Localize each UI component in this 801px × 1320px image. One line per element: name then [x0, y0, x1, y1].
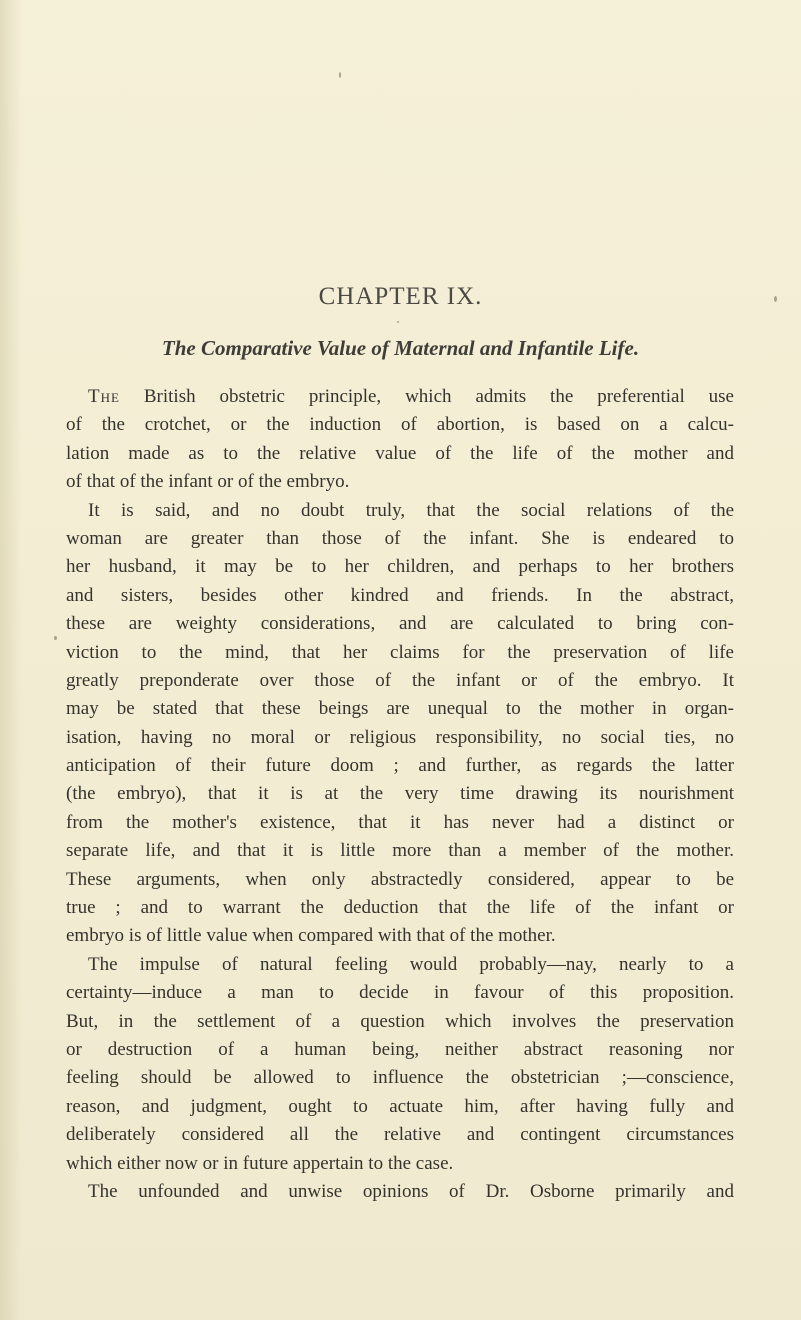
text-line: and sisters, besides other kindred and friends. In the abstract,: [66, 584, 734, 606]
text-line: It is said, and no doubt truly, that the social relations of the: [88, 499, 734, 521]
text-line: lation made as to the relative value of the life of the mother and: [66, 442, 734, 464]
paper-speck: [54, 636, 57, 640]
text-line: may be stated that these beings are unequal to the mother in organ-: [66, 698, 734, 720]
text-line: reason, and judgment, ought to actuate him, after having fully and: [66, 1095, 734, 1117]
text-line: separate life, and that it is little more than a member of the mother.: [66, 840, 734, 862]
text-line: or destruction of a human being, neither abstract reasoning nor: [66, 1038, 734, 1060]
text-line-content: British obstetric principle, which admits the preferential use: [119, 386, 734, 407]
text-line: embryo is of little value when compared with that of the mother.: [66, 925, 556, 947]
text-line: The unfounded and unwise opinions of Dr. Osborne primarily and: [88, 1180, 734, 1202]
paper-speck: [397, 321, 399, 323]
text-line: true ; and to warrant the deduction that the life of the infant or: [66, 897, 734, 919]
text-line: But, in the settlement of a question which involves the preservation: [66, 1010, 734, 1032]
text-line: woman are greater than those of the infant. She is endeared to: [66, 527, 734, 549]
text-line: [66, 383, 734, 411]
text-line: deliberately considered all the relative and contingent circumstances: [66, 1124, 734, 1146]
text-line: of the crotchet, or the induction of abortion, is based on a calcu-: [66, 414, 734, 436]
drop-word: The: [88, 386, 120, 407]
paper-speck: [339, 72, 341, 78]
text-line: greatly preponderate over those of the infant or of the embryo. It: [66, 669, 734, 691]
text-line: from the mother's existence, that it has never had a distinct or: [66, 811, 734, 833]
text-line: isation, having no moral or religious responsibility, no social ties, no: [66, 726, 734, 748]
text-line: certainty—induce a man to decide in favour of this proposition.: [66, 982, 734, 1004]
text-line: (the embryo), that it is at the very time drawing its nourishment: [66, 783, 734, 805]
text-line: these are weighty considerations, and are calculated to bring con-: [66, 613, 734, 635]
body-text: [66, 383, 734, 1206]
chapter-heading: CHAPTER IX.: [318, 283, 483, 310]
text-line: feeling should be allowed to influence the obstetrician ;—conscience,: [66, 1067, 734, 1089]
chapter-title: The Comparative Value of Maternal and Infantile Life.: [161, 336, 640, 360]
text-line: viction to the mind, that her claims for the preservation of life: [66, 641, 734, 663]
text-line: The impulse of natural feeling would probably—nay, nearly to a: [88, 953, 734, 975]
page-gutter-shadow: [0, 0, 22, 1320]
text-line: which either now or in future appertain to the case.: [66, 1152, 454, 1174]
text-line: of that of the infant or of the embryo.: [66, 471, 350, 493]
text-line: These arguments, when only abstractedly considered, appear to be: [66, 868, 734, 890]
text-line: her husband, it may be to her children, and perhaps to her brothers: [66, 556, 734, 578]
text-line: anticipation of their future doom ; and further, as regards the latter: [66, 755, 734, 777]
